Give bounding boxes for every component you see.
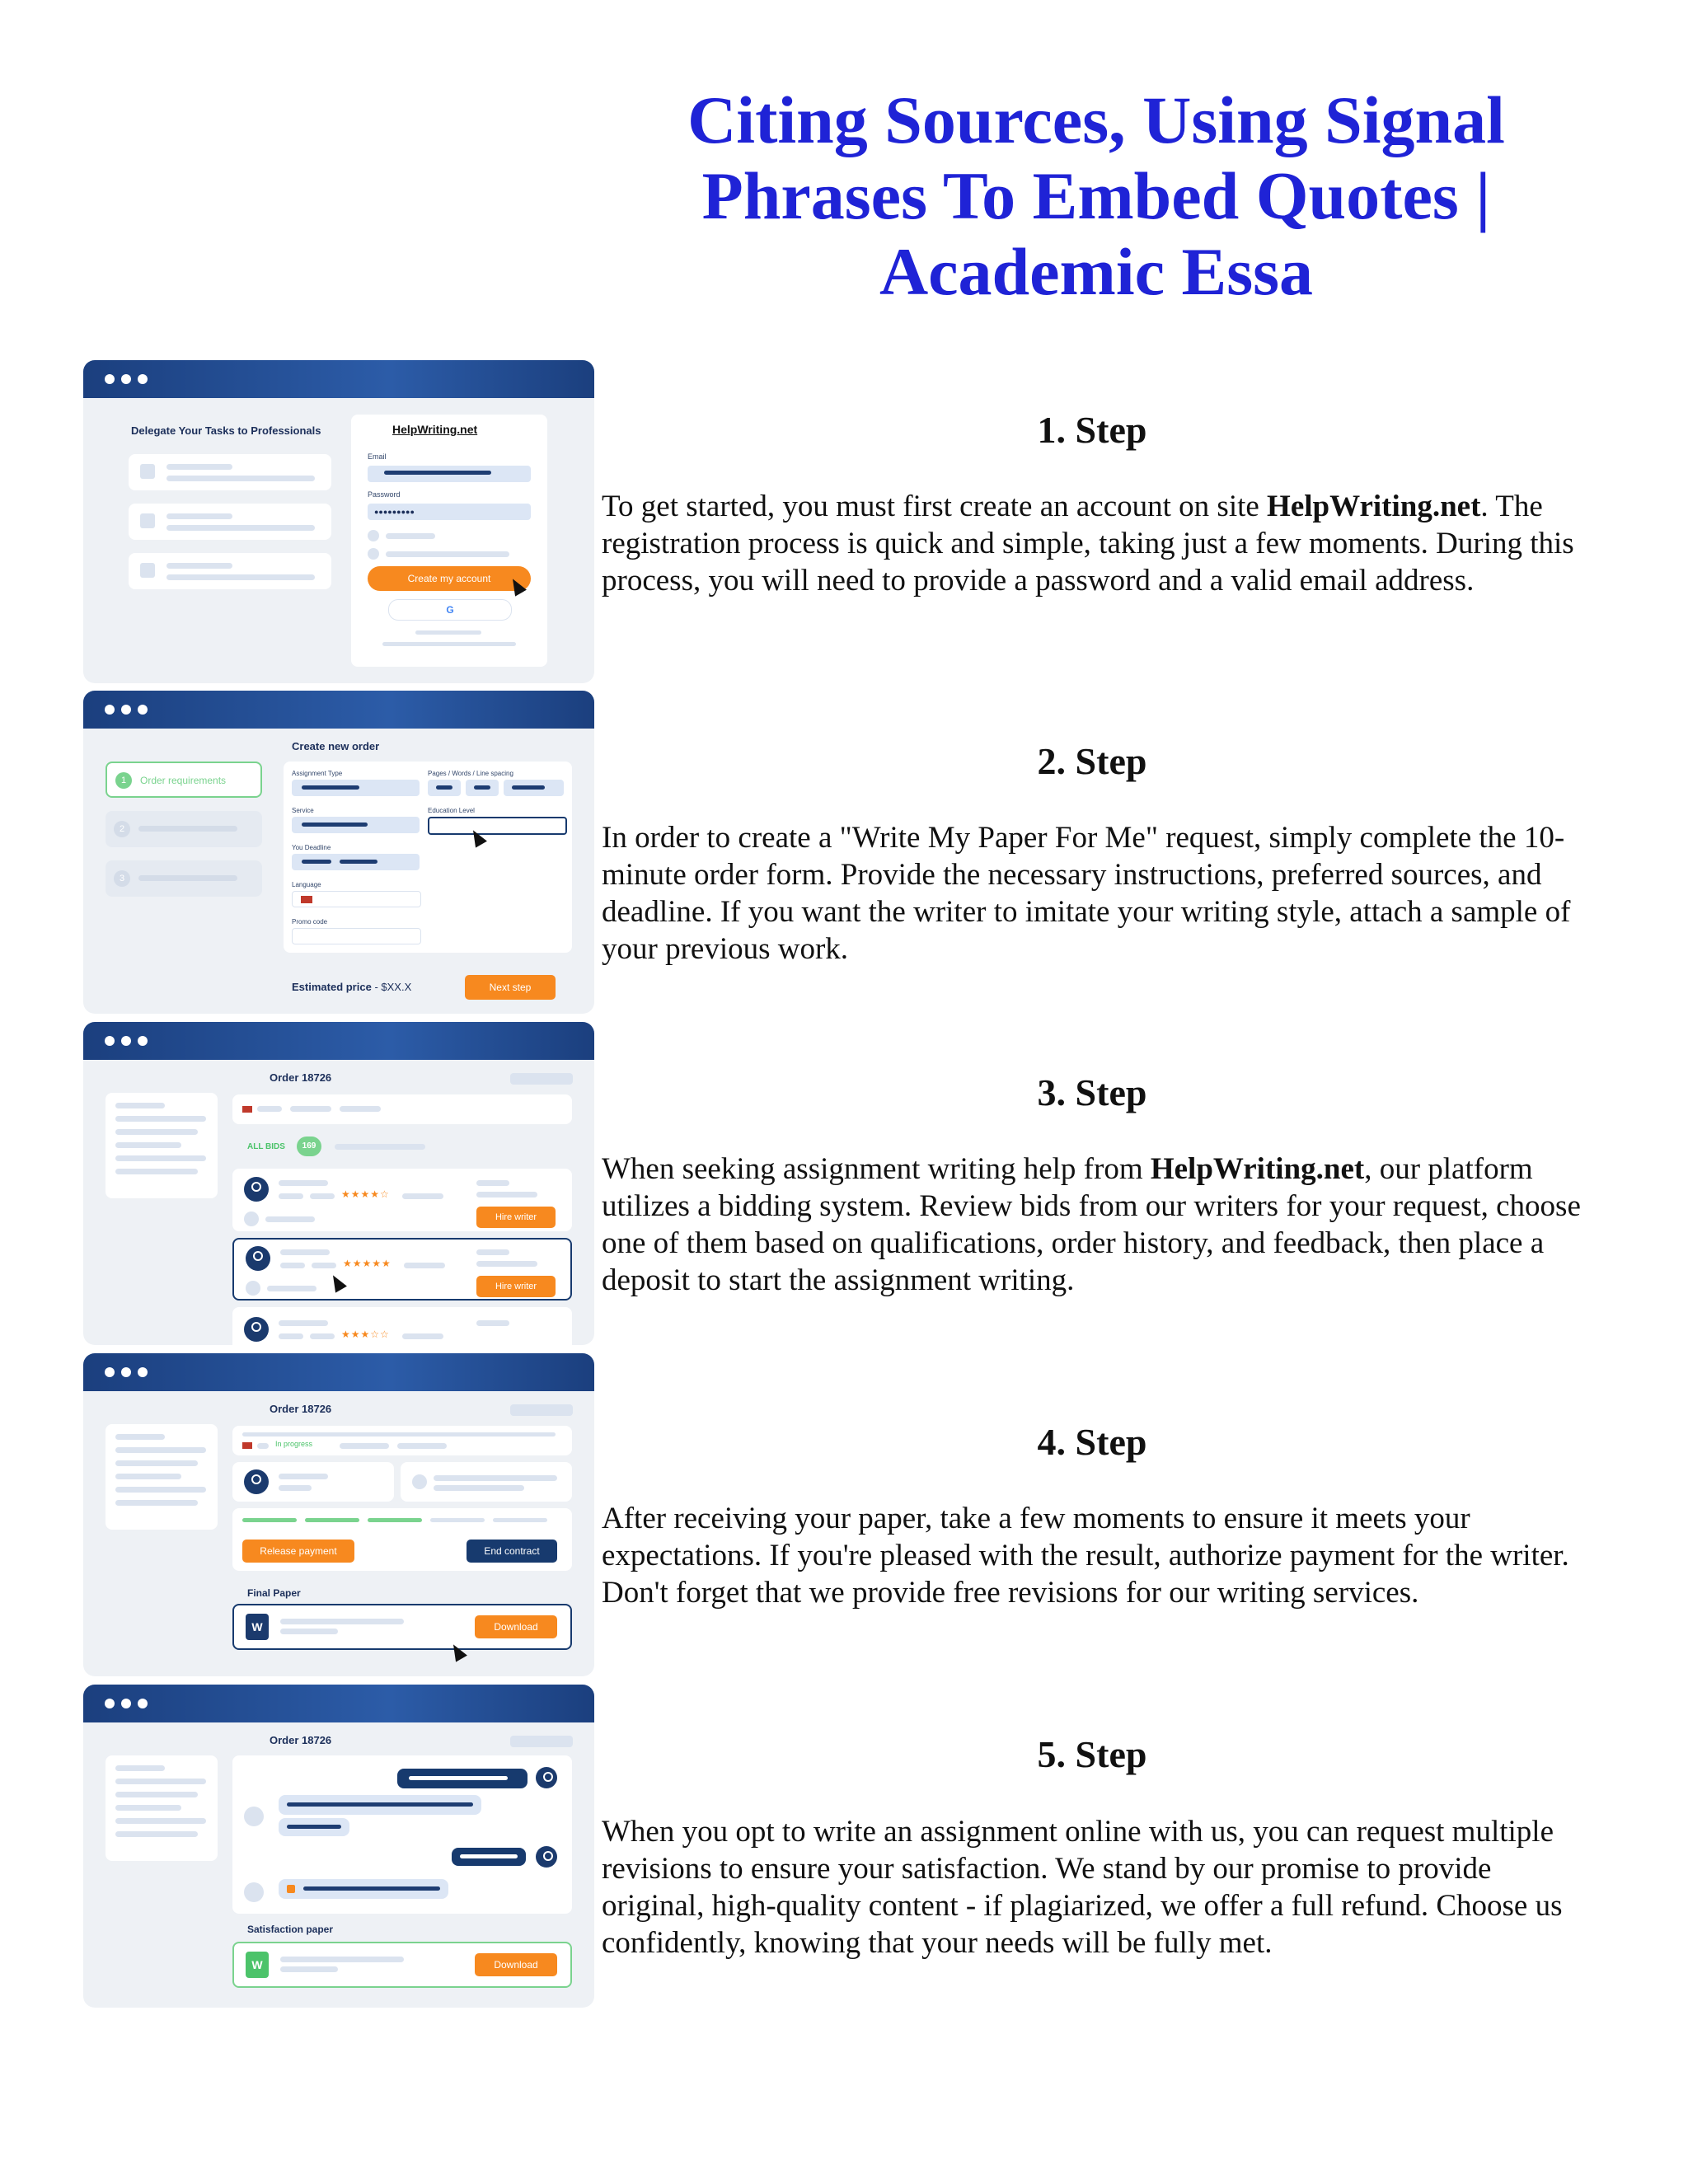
all-bids-label: ALL BIDS [247, 1142, 285, 1151]
bid-card [232, 1169, 572, 1231]
writer-avatar [244, 1177, 269, 1202]
browser-bar [83, 360, 594, 398]
password-field[interactable]: ●●●●●●●●● [368, 504, 531, 520]
chat-panel [232, 1755, 572, 1914]
window-dot-icon [138, 1699, 148, 1708]
bid-card [232, 1307, 572, 1345]
browser-bar [83, 691, 594, 729]
final-paper-file [232, 1604, 572, 1650]
screenshot-bids [83, 1022, 594, 1345]
window-dot-icon [121, 374, 131, 384]
email-label: Email [368, 452, 387, 461]
signup-form [351, 415, 547, 667]
word-file-icon: W [246, 1614, 269, 1640]
customer-card [401, 1462, 572, 1502]
end-contract-button[interactable]: End contract [467, 1540, 557, 1563]
sidebar-card [106, 1755, 218, 1861]
feature-card [129, 553, 331, 589]
order-number: Order 18726 [270, 1734, 332, 1746]
spacing-field[interactable] [504, 780, 564, 796]
delegate-heading: Delegate Your Tasks to Professionals [131, 424, 321, 437]
language-label: Language [292, 881, 321, 888]
window-dot-icon [121, 1367, 131, 1377]
deadline-label: You Deadline [292, 844, 331, 851]
promo-label: Promo code [292, 918, 328, 926]
step-2-heading: 2. Step [1037, 740, 1147, 782]
pages-label: Pages / Words / Line spacing [428, 770, 513, 777]
deadline-field[interactable] [292, 854, 420, 870]
window-dot-icon [138, 1367, 148, 1377]
window-dot-icon [138, 705, 148, 715]
step-placeholder: 2 [106, 811, 262, 847]
writer-avatar [244, 1469, 269, 1494]
brand-logo: HelpWriting.net [392, 423, 478, 436]
writer-avatar [536, 1767, 557, 1788]
hire-writer-button[interactable]: Hire writer [476, 1207, 556, 1228]
screenshot-order-form [83, 691, 594, 1014]
browser-bar [83, 1685, 594, 1722]
education-label: Education Level [428, 807, 475, 814]
password-label: Password [368, 490, 401, 499]
download-button[interactable]: Download [475, 1953, 557, 1976]
window-dot-icon [121, 1699, 131, 1708]
step-2-text: In order to create a "Write My Paper For Me" request, simply complete the 10-minute order form. Provide the necessary instructions, preferred sources, and deadline. If you want the writer to imitate your writing style, attach a sample of your previous work. [602, 821, 1571, 966]
order-info-card [232, 1094, 572, 1124]
chat-message-incoming [279, 1818, 349, 1836]
assignment-type-label: Assignment Type [292, 770, 343, 777]
window-dot-icon [105, 1367, 115, 1377]
browser-bar [83, 1022, 594, 1060]
window-dot-icon [105, 374, 115, 384]
order-number: Order 18726 [270, 1403, 332, 1415]
writer-avatar [536, 1846, 557, 1868]
order-form-card [284, 762, 572, 953]
step-4-text: After receiving your paper, take a few moments to ensure it meets your expectations. If you're pleased with the result, authorize payment for the writer. Don't forget that we provide free revisions for our writing services. [602, 1502, 1569, 1610]
final-paper-label: Final Paper [247, 1587, 301, 1599]
brand-name: HelpWriting.net [1267, 490, 1481, 523]
step-1-text: To get started, you must first create an account on site HelpWriting.net. The registration process is quick and simple, taking just a few moments. During this process, you will need to provide a password and a valid email address. [602, 490, 1574, 598]
promo-input[interactable] [292, 928, 421, 944]
page-title: Citing Sources, Using Signal Phrases To Embed Quotes | Academic Essa [687, 82, 1505, 309]
brand-name: HelpWriting.net [1150, 1152, 1365, 1186]
writer-avatar [246, 1246, 270, 1271]
step-3-heading: 3. Step [1037, 1071, 1147, 1113]
window-dot-icon [105, 1699, 115, 1708]
window-dot-icon [138, 374, 148, 384]
release-payment-button[interactable]: Release payment [242, 1540, 354, 1563]
hire-writer-button[interactable]: Hire writer [476, 1276, 556, 1297]
chat-message-incoming [279, 1879, 448, 1899]
step-5-heading: 5. Step [1037, 1733, 1147, 1775]
screenshot-revisions [83, 1685, 594, 2008]
window-dot-icon [121, 1036, 131, 1046]
service-label: Service [292, 807, 314, 814]
sidebar-card [106, 1093, 218, 1198]
rating-stars: ★★★☆☆ [341, 1329, 390, 1340]
step-number: 1 [115, 772, 132, 789]
sidebar-card [106, 1424, 218, 1530]
chat-message-outgoing [452, 1848, 526, 1866]
step-placeholder: 3 [106, 860, 262, 897]
order-info-card [232, 1426, 572, 1455]
step-3-text: When seeking assignment writing help from HelpWriting.net, our platform utilizes a bidding system. Review bids from our writers for your request, choose one of them based on qualifications, order history, and feedback, then place a deposit to start the assignment writing. [602, 1152, 1581, 1297]
window-dot-icon [138, 1036, 148, 1046]
step-5-text: When you opt to write an assignment online with us, you can request multiple revisions to ensure your satisfaction. We stand by our promise to provide original, high-quality content - if plagiarized, we offer a full refund. Choose us confidently, knowing that your needs will be fully met. [602, 1815, 1563, 1960]
window-dot-icon [105, 705, 115, 715]
satisfaction-paper-file [232, 1942, 572, 1988]
bids-count-badge: 169 [297, 1137, 321, 1156]
email-field[interactable] [368, 466, 531, 482]
writer-avatar [244, 1317, 269, 1342]
step-1-heading: 1. Step [1037, 409, 1147, 451]
chat-message-incoming [279, 1795, 481, 1815]
window-dot-icon [121, 705, 131, 715]
satisfaction-paper-label: Satisfaction paper [247, 1924, 334, 1935]
step-4-heading: 4. Step [1037, 1421, 1147, 1463]
feature-card [129, 504, 331, 540]
screenshot-registration [83, 360, 594, 683]
window-dot-icon [105, 1036, 115, 1046]
step-order-requirements[interactable] [106, 762, 262, 798]
rating-stars: ★★★★★ [343, 1258, 392, 1269]
bid-card-selected [232, 1238, 572, 1301]
screenshot-final-paper [83, 1353, 594, 1676]
order-number: Order 18726 [270, 1071, 332, 1084]
chat-message-outgoing [397, 1769, 528, 1788]
word-file-icon: W [246, 1952, 269, 1978]
download-button[interactable]: Download [475, 1615, 557, 1638]
assignment-type-select[interactable] [292, 780, 420, 796]
google-signin-button[interactable]: G [388, 599, 512, 621]
next-step-button[interactable]: Next step [465, 975, 556, 1000]
feature-card [129, 454, 331, 490]
progress-card [232, 1508, 572, 1571]
pages-field[interactable] [428, 780, 461, 796]
form-title: Create new order [292, 740, 380, 752]
language-select[interactable] [292, 891, 421, 907]
status-label: In progress [275, 1440, 313, 1448]
writer-card [232, 1462, 394, 1502]
education-select[interactable] [428, 817, 567, 835]
estimated-price: Estimated price - $XX.X [292, 981, 412, 993]
service-select[interactable] [292, 817, 420, 833]
browser-bar [83, 1353, 594, 1391]
create-account-button[interactable]: Create my account [368, 566, 531, 591]
words-field[interactable] [466, 780, 499, 796]
step-label: Order requirements [140, 775, 227, 786]
rating-stars: ★★★★☆ [341, 1188, 390, 1200]
